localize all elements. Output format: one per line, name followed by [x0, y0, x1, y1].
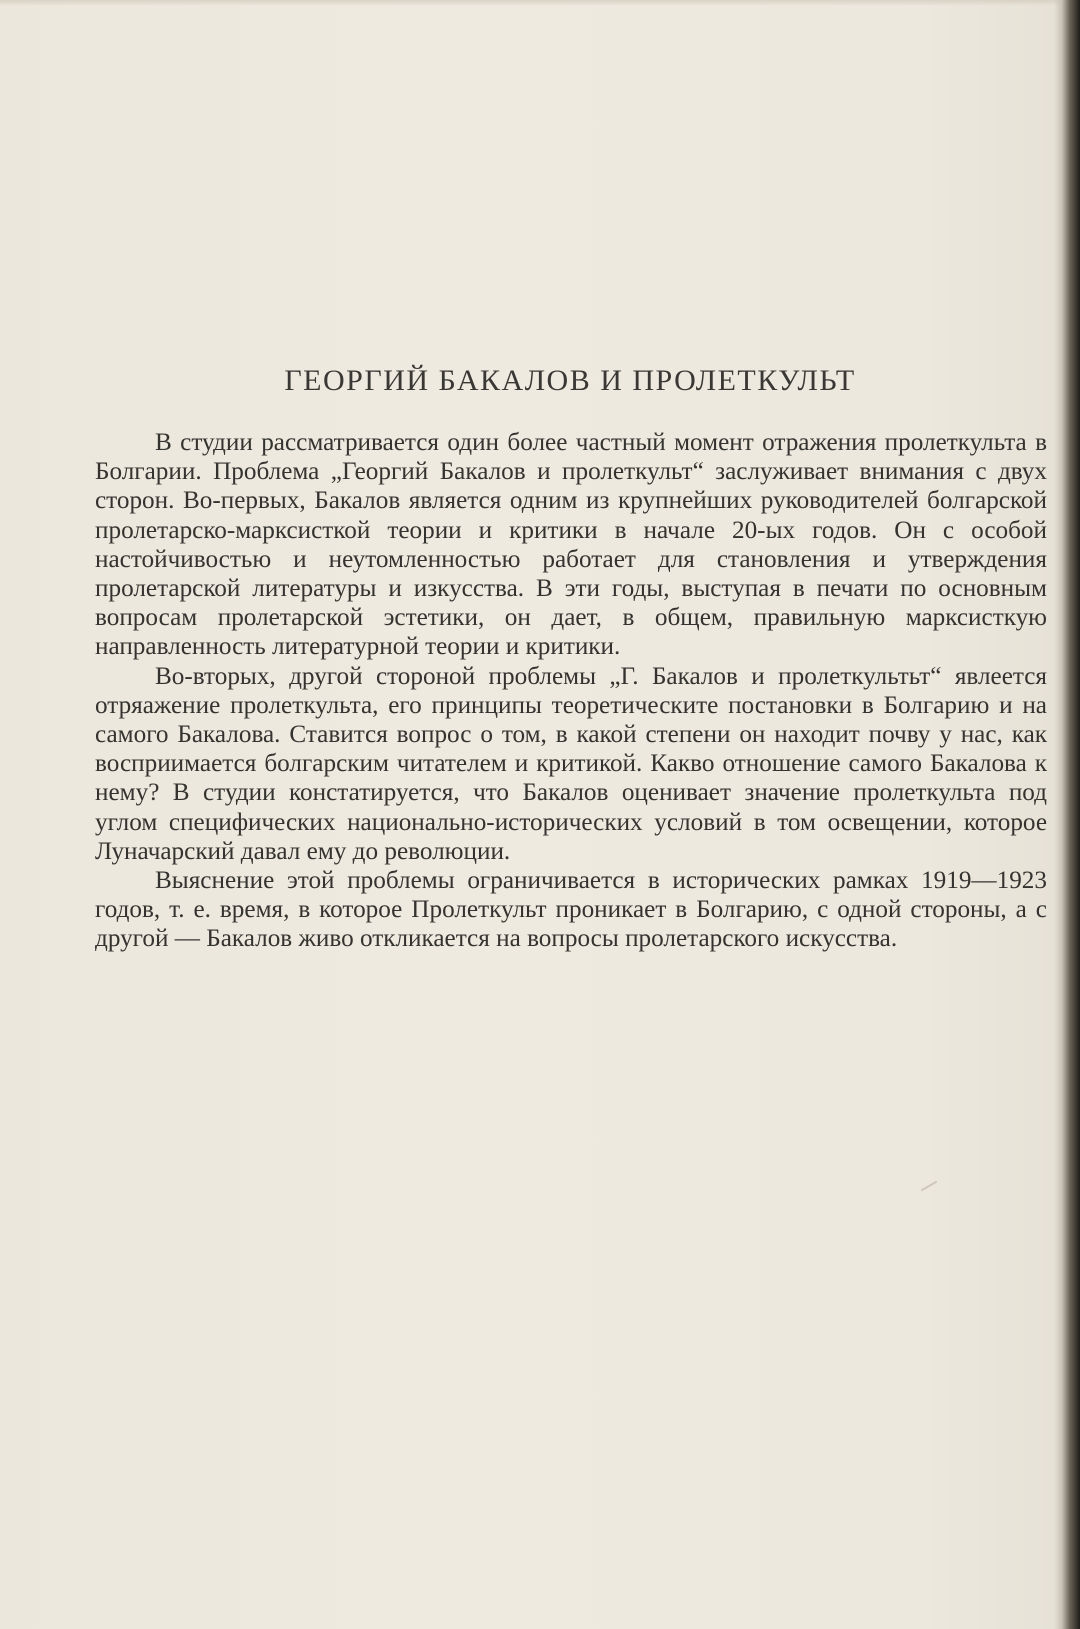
page-top-edge: [0, 0, 1080, 6]
page-title: ГЕОРГИЙ БАКАЛОВ И ПРОЛЕТКУЛЬТ: [284, 364, 856, 397]
document-body: [95, 428, 1047, 954]
pencil-mark: [921, 1181, 938, 1192]
paragraph-1: В студии рассматривается один более частный момент отражения пролеткульта в Болгарии. Проблема „Георгий Бакалов и пролеткульт“ заслуживает внимания с двух сторон. Во-первых, Бакалов является одним из крупнейших руководителей болгарской пролетарско-марксисткой теории и критики в начале 20-ых годов. Он с особой настойчивостью и неутомленностью работает для становления и утверждения пролетарской литературы и изкусства. В эти годы, выступая в печати по основным вопросам пролетарской эстетики, он дает, в общем, правильную марксисткую направленность литературной теории и критики.: [95, 429, 1047, 661]
paragraph-2: Во-вторых, другой стороной проблемы „Г. Бакалов и пролеткультьт“ явлеется отряажение пролеткульта, его принципы теоретическите постановки в Болгарию и на самого Бакалова. Ставится вопрос о том, в какой степени он находит почву у нас, как восприимается болгарским читателем и критикой. Какво отношение самого Бакалова к нему? В студии констатируется, что Бакалов оценивает значение пролеткульта под углом специфических национально-исторических условий в том освещении, которое Луначарский давал ему до революции.: [95, 662, 1047, 865]
paragraph-3: Выяснение этой проблемы ограничивается в исторических рамках 1919—1923 годов, т. е. время, в которое Пролеткульт проникает в Болгарию, с одной стороны, а с другой — Бакалов живо откликается на вопросы пролетарского искусства.: [95, 867, 1047, 953]
book-spine-shadow: [1054, 0, 1080, 1629]
